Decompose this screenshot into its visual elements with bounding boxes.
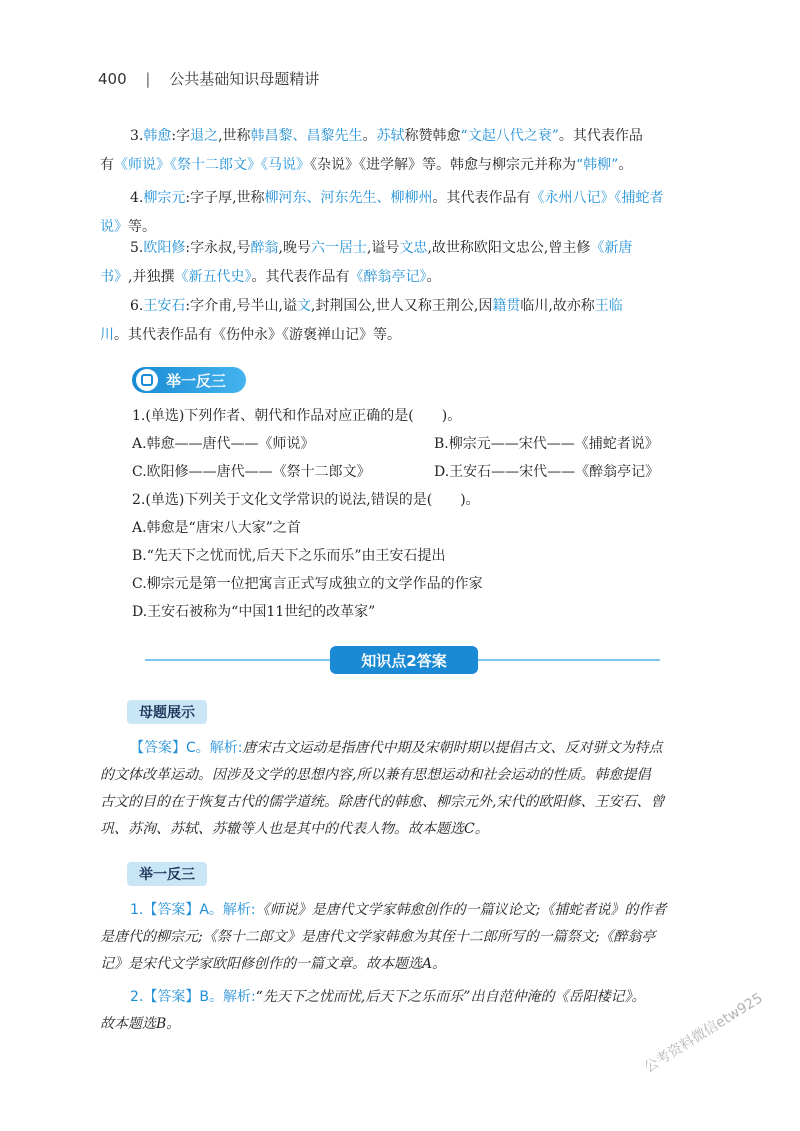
mother-answer [100,735,700,843]
highlight-text: 王安石 [143,298,186,314]
highlight-text: 川 [100,327,114,343]
highlight-text: 说》 [100,219,128,235]
text-segment: :字永叔,号 [185,240,251,256]
highlight-text: 韩愈 [143,128,172,144]
highlight-text: 醉翁 [250,240,279,256]
text-segment: 称赞韩愈 [404,128,461,144]
answer-1-line: 记》是宋代文学家欧阳修创作的一篇文章。故本题选A。 [100,956,447,972]
text-segment: ,封荆国公,世人又称王荆公,因 [310,298,493,314]
divider-right [475,659,660,661]
highlight-text: 柳河东、河东先生、柳柳州 [264,190,433,206]
text-segment: 。其代表作品 [558,128,643,144]
highlight-text: “文起八代之衰” [460,128,559,144]
text-segment: 3. [130,128,144,144]
text-segment: 6. [130,298,144,314]
author-entry [100,122,700,180]
mother-answer-line: 巩、苏洵、苏轼、苏辙等人也是其中的代表人物。故本题选C。 [100,821,489,837]
highlight-text: “韩柳” [576,157,619,173]
answer-1-label: 1.【答案】A。解析: [130,902,256,918]
answer-1-line: 《师说》是唐代文学家韩愈创作的一篇议论文;《捕蛇者说》的作者 [255,902,667,918]
highlight-text: 六一居士 [310,240,367,256]
highlight-text: 苏轼 [376,128,405,144]
text-segment: 。 [362,128,377,144]
book-icon [136,369,158,391]
header-separator: | [145,70,151,88]
highlight-text: 《师说》《祭十二郎文》《马说》 [114,157,310,173]
text-segment: 。其代表作品有 [251,269,350,285]
text-segment: 。其代表作品有 [432,190,531,206]
answer-2-line: “先天下之忧而忧,后天下之乐而乐”出自范仲淹的《岳阳楼记》。 [255,989,646,1005]
q2-option-d: D.王安石被称为“中国11世纪的改革家” [132,604,376,620]
answer-1 [100,897,700,978]
text-segment: 有 [100,157,114,173]
mother-answer-line: 古文的目的在于恢复古代的儒学道统。除唐代的韩愈、柳宗元外,宋代的欧阳修、王安石、曾 [100,794,665,810]
text-segment: 5. [130,240,144,256]
author-entry [100,292,700,350]
author-entry-line [100,234,700,263]
q2-option-b: B.“先天下之忧而忧,后天下之乐而乐”由王安石提出 [132,548,446,564]
highlight-text: 书》 [100,269,128,285]
text-segment: 4. [130,190,144,206]
text-segment: ,谥号 [366,240,400,256]
section-title: 知识点2答案 [330,646,478,674]
page-header [98,68,319,89]
text-segment: :字介甫,号半山,谥 [185,298,297,314]
highlight-text: 文忠 [399,240,428,256]
exercise-answers-badge: 举一反三 [127,862,207,886]
highlight-text: 《新唐 [590,240,633,256]
question-1: 1.(单选)下列作者、朝代和作品对应正确的是( )。 [132,408,462,424]
highlight-text: 退之 [190,128,219,144]
watermark: 公考资料微信etw925 [641,990,766,1077]
q1-option-d: D.王安石——宋代——《醉翁亭记》 [434,464,660,480]
text-segment: ,并独撰 [128,269,175,285]
answer-2-label: 2.【答案】B。解析: [130,989,256,1005]
author-entry-line [100,263,700,292]
highlight-text: 文 [296,298,311,314]
author-entry-line [100,184,700,213]
text-segment: 。其代表作品有《伤仲永》《游褒禅山记》等。 [114,327,401,343]
mother-answer-label: 【答案】C。解析: [130,740,243,756]
text-segment: 《杂说》《进学解》等。韩愈与柳宗元并称为 [310,157,576,173]
highlight-text: 《永州八记》《捕蛇者 [530,190,664,206]
highlight-text: 韩昌黎、昌黎先生 [250,128,363,144]
highlight-text: 《新五代史》 [174,269,252,285]
highlight-text: 王临 [594,298,623,314]
mother-answer-line: 的文体改革运动。因涉及文学的思想内容,所以兼有思想运动和社会运动的性质。韩愈提倡 [100,767,651,783]
page-number: 400 [98,70,127,88]
q1-option-a: A.韩愈——唐代——《师说》 [132,436,315,452]
author-entry-line [100,321,700,350]
text-segment: :字 [171,128,191,144]
highlight-text: 《醉翁亭记》 [349,269,427,285]
q2-option-a: A.韩愈是“唐宋八大家”之首 [132,520,301,536]
q1-option-c: C.欧阳修——唐代——《祭十二郎文》 [132,464,371,480]
exercise-badge-label: 举一反三 [166,371,227,390]
highlight-text: 欧阳修 [143,240,186,256]
text-segment: ,世称 [218,128,251,144]
text-segment: 临川,故亦称 [520,298,595,314]
answer-1-line: 是唐代的柳宗元;《祭十二郎文》是唐代文学家韩愈为其侄十二郎所写的一篇祭文;《醉翁亭 [100,929,656,945]
text-segment: ,晚号 [278,240,311,256]
text-segment: :字子厚,世称 [185,190,265,206]
mother-answer-line: 唐宋古文运动是指唐代中期及宋朝时期以提倡古文、反对骈文为特点 [242,740,663,756]
answer-2 [100,984,700,1038]
exercise-badge [132,367,246,393]
author-entry-line [100,151,700,180]
question-2: 2.(单选)下列关于文化文学常识的说法,错误的是( )。 [132,492,480,508]
answer-2-line: 故本题选B。 [100,1016,181,1032]
highlight-text: 籍贯 [492,298,521,314]
divider-left [145,659,335,661]
q1-option-b: B.柳宗元——宋代——《捕蛇者说》 [434,436,659,452]
author-entry-line [100,122,700,151]
author-entry-line [100,292,700,321]
mother-question-badge: 母题展示 [127,700,207,724]
highlight-text: 柳宗元 [143,190,186,206]
text-segment: 。 [426,269,441,285]
q2-option-c: C.柳宗元是第一位把寓言正式写成独立的文学作品的作家 [132,576,483,592]
text-segment: 等。 [128,219,156,235]
author-entry [100,234,700,292]
text-segment: ,故世称欧阳文忠公,曾主修 [427,240,591,256]
page-title: 公共基础知识母题精讲 [169,70,320,88]
text-segment: 。 [618,157,633,173]
